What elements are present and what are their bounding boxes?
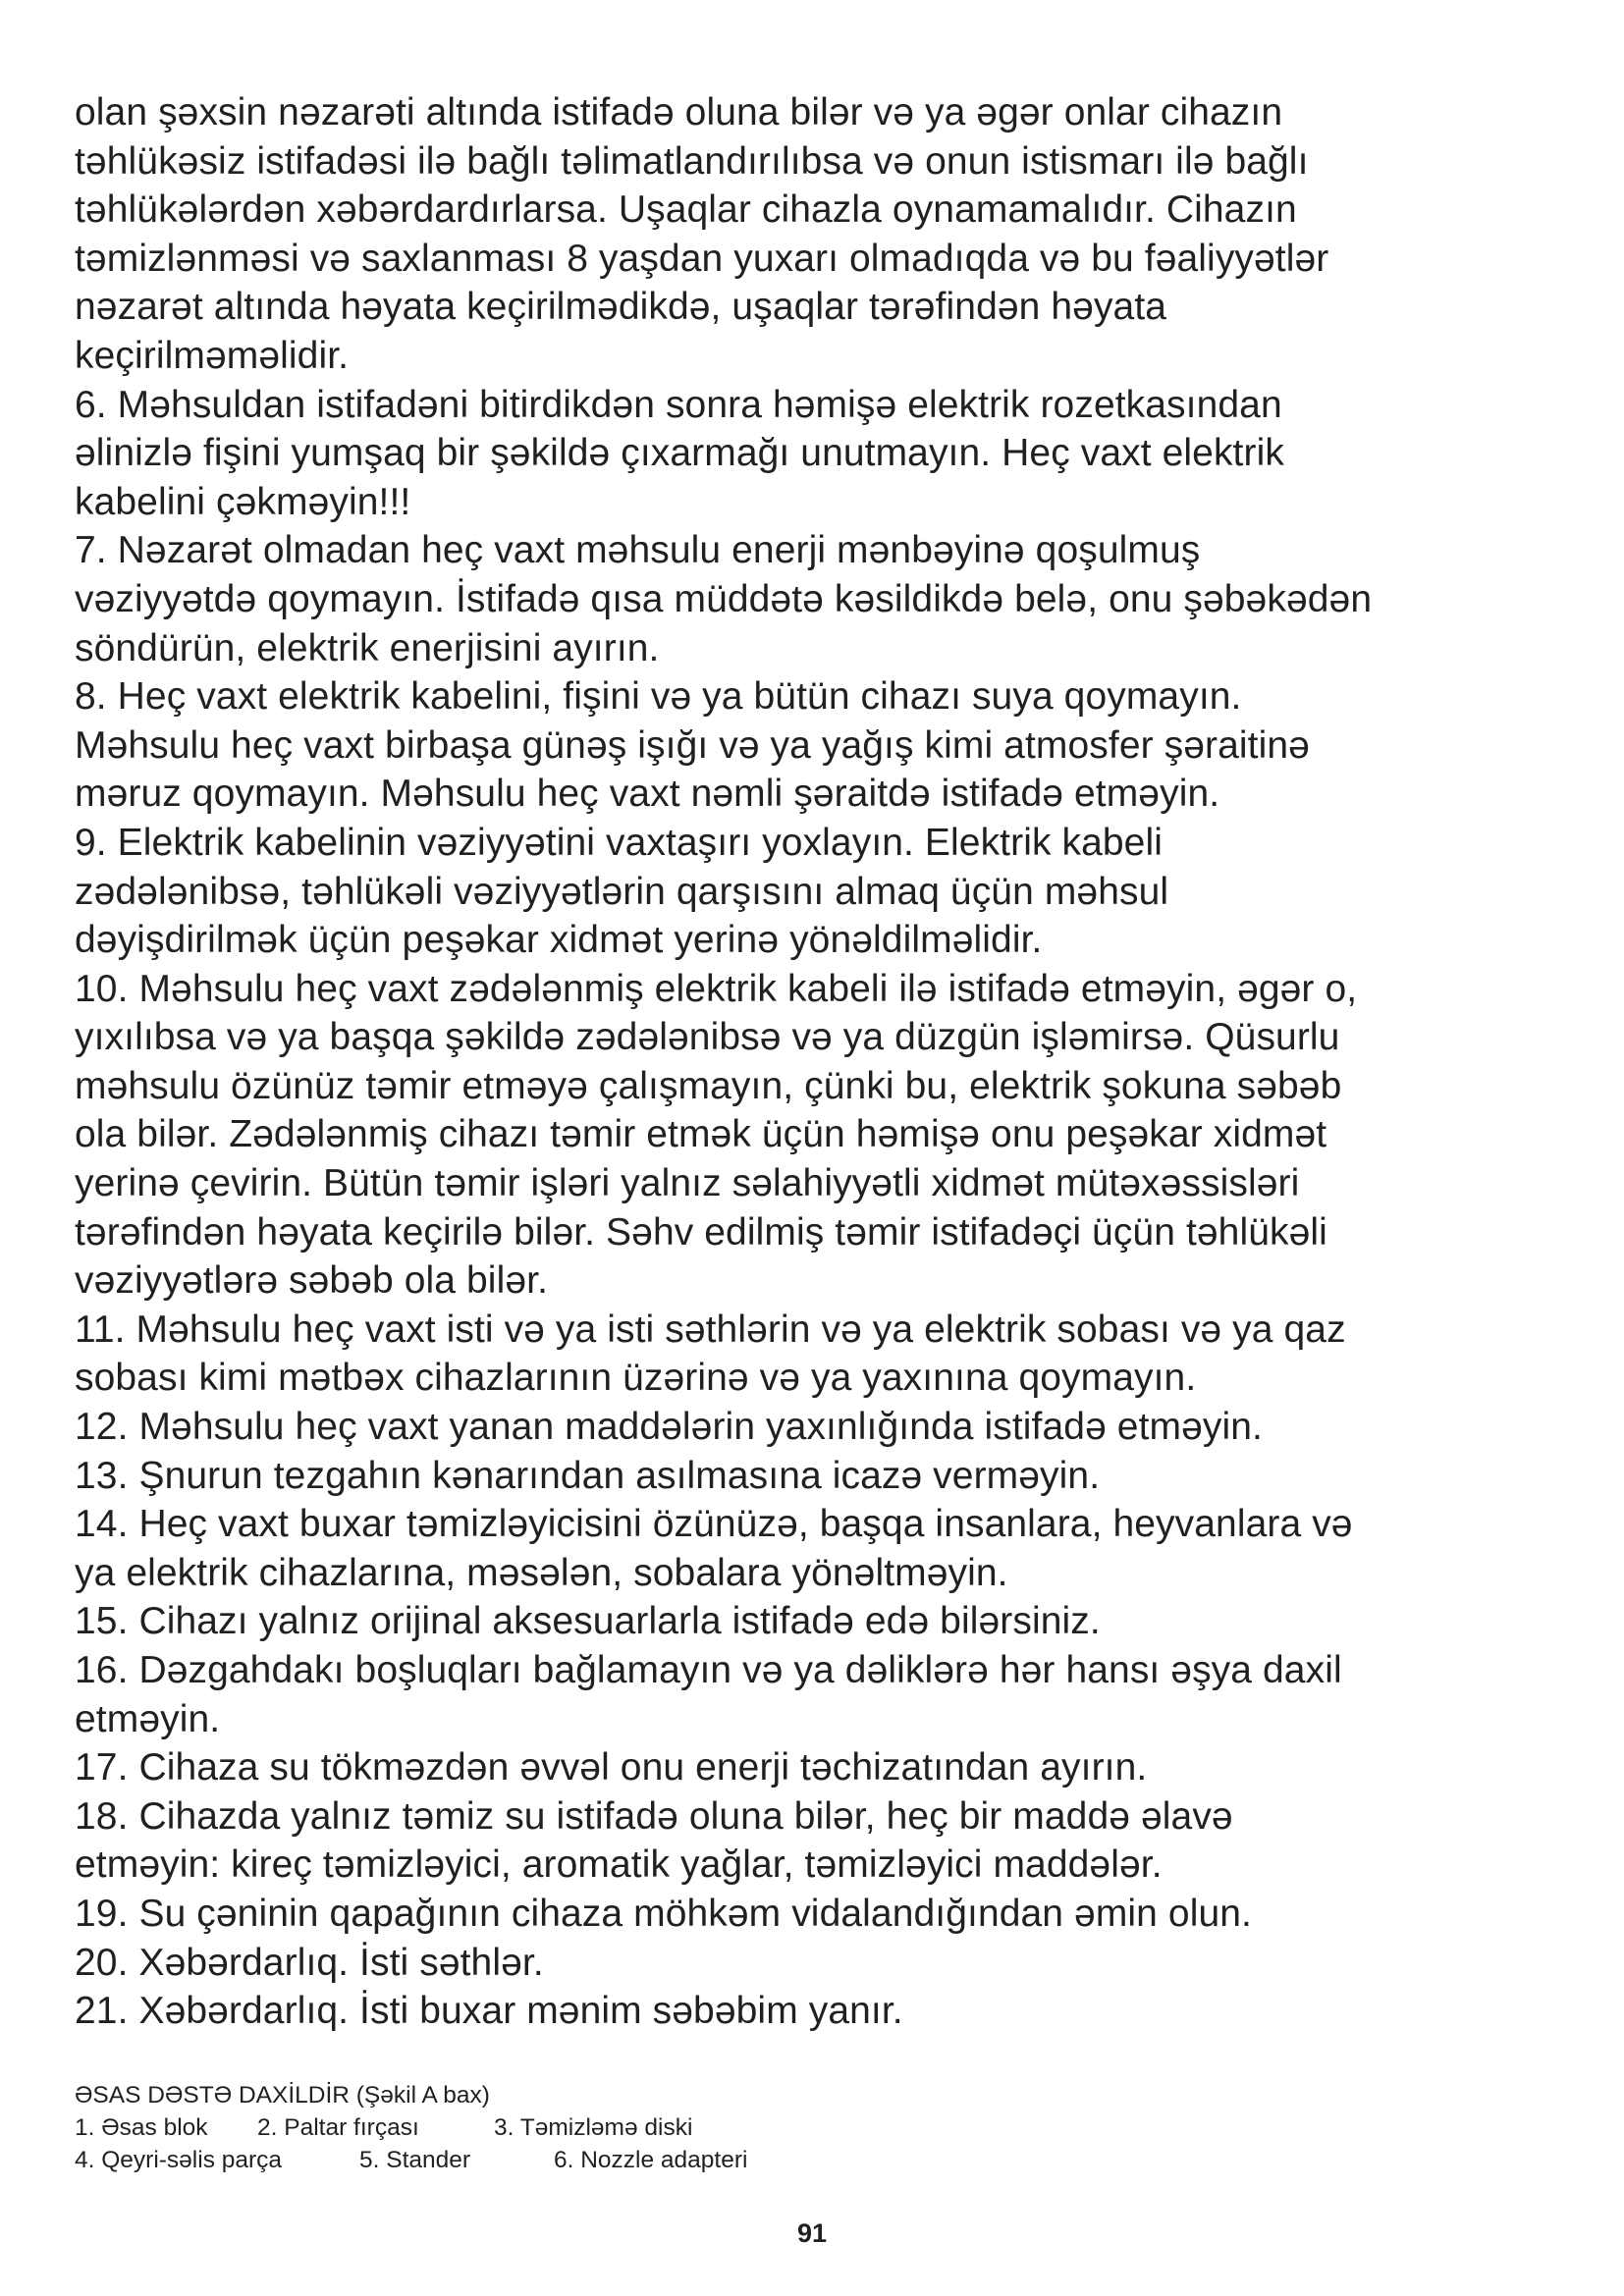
package-contents-heading: ƏSAS DƏSTƏ DAXİLDİR (Şəkil A bax) [75, 2082, 490, 2109]
instruction-item [75, 1792, 1567, 1890]
contents-item: 4. Qeyri-səlis parça [75, 2147, 283, 2173]
instruction-line: 18. Cihazda yalnız təmiz su istifadə oluna bilər, heç bir maddə əlavə [75, 1794, 1233, 1838]
instruction-item [75, 1743, 1567, 1792]
instruction-line: 12. Məhsulu heç vaxt yanan maddələrin yaxınlığında istifadə etməyin. [75, 1406, 1263, 1449]
intro-paragraph [75, 88, 1567, 381]
instruction-line: ya elektrik cihazlarına, məsələn, sobalara yönəltməyin. [75, 1551, 1008, 1594]
instruction-line: 7. Nəzarət olmadan heç vaxt məhsulu enerji mənbəyinə qoşulmuş [75, 529, 1201, 572]
instruction-line: məruz qoymayın. Məhsulu heç vaxt nəmli şəraitdə istifadə etməyin. [75, 773, 1220, 816]
instruction-item [75, 965, 1567, 1306]
instruction-item [75, 1500, 1567, 1597]
contents-item: 5. Stander [359, 2147, 471, 2173]
instruction-item [75, 1403, 1567, 1452]
instruction-line: 20. Xəbərdarlıq. İsti səthlər. [75, 1941, 544, 1984]
instruction-item [75, 1939, 1567, 1988]
intro-line: təhlükəsiz istifadəsi ilə bağlı təlimatlandırılıbsa və onun istismarı ilə bağlı [75, 139, 1309, 183]
instruction-item [75, 381, 1567, 527]
package-contents [75, 2079, 1449, 2176]
page-number: 91 [796, 2218, 828, 2248]
safety-instructions [75, 88, 1567, 2036]
instruction-line: 8. Heç vaxt elektrik kabelini, fişini və ya bütün cihazı suya qoymayın. [75, 675, 1242, 719]
instruction-line: yıxılıbsa və ya başqa şəkildə zədələnibsə və ya düzgün işləmirsə. Qüsurlu [75, 1016, 1340, 1059]
intro-line: olan şəxsin nəzarəti altında istifadə oluna bilər və ya əgər onlar cihazın [75, 91, 1283, 133]
instruction-line: 9. Elektrik kabelinin vəziyyətini vaxtaşırı yoxlayın. Elektrik kabeli [75, 821, 1164, 864]
instruction-item [75, 672, 1567, 819]
instruction-line: 13. Şnurun tezgahın kənarından asılmasına icazə verməyin. [75, 1454, 1101, 1497]
instruction-line: 17. Cihaza su tökməzdən əvvəl onu enerji təchizatından ayırın. [75, 1746, 1148, 1789]
contents-item: 1. Əsas blok [75, 2114, 208, 2141]
instruction-item [75, 1890, 1567, 1939]
instruction-item [75, 1646, 1567, 1743]
instruction-line: 14. Heç vaxt buxar təmizləyicisini özünüzə, başqa insanlara, heyvanlara və [75, 1503, 1353, 1546]
contents-item: 6. Nozzle adapteri [554, 2147, 748, 2173]
instruction-line: 16. Dəzgahdakı boşluqları bağlamayın və ya dəliklərə hər hansı əşya daxil [75, 1649, 1342, 1691]
instruction-line: əlinizlə fişini yumşaq bir şəkildə çıxarmağı unutmayın. Heç vaxt elektrik [75, 432, 1284, 475]
instruction-item [75, 1987, 1567, 2036]
instruction-line: sobası kimi mətbəx cihazlarının üzərinə və ya yaxınına qoymayın. [75, 1357, 1197, 1400]
instruction-line: 15. Cihazı yalnız orijinal aksesuarlarla istifadə edə bilərsiniz. [75, 1600, 1101, 1643]
instruction-item [75, 1597, 1567, 1646]
instruction-line: məhsulu özünüz təmir etməyə çalışmayın, çünki bu, elektrik şokuna səbəb [75, 1064, 1342, 1107]
instruction-line: söndürün, elektrik enerjisini ayırın. [75, 626, 660, 669]
package-contents-row [75, 2111, 1449, 2144]
instruction-line: 19. Su çəninin qapağının cihaza möhkəm vidalandığından əmin olun. [75, 1892, 1252, 1935]
instruction-item [75, 1306, 1567, 1403]
instruction-line: ola bilər. Zədələnmiş cihazı təmir etmək üçün həmişə onu peşəkar xidmət [75, 1113, 1327, 1156]
intro-line: keçirilməməlidir. [75, 334, 350, 377]
instruction-line: yerinə çevirin. Bütün təmir işləri yalnız səlahiyyətli xidmət mütəxəssisləri [75, 1162, 1300, 1205]
instruction-item [75, 1452, 1567, 1501]
instruction-line: vəziyyətdə qoymayın. İstifadə qısa müddətə kəsildikdə belə, onu şəbəkədən [75, 577, 1373, 620]
instruction-line: kabelini çəkməyin!!! [75, 480, 411, 523]
intro-line: təhlükələrdən xəbərdardırlarsa. Uşaqlar cihazla oynamamalıdır. Cihazın [75, 188, 1297, 232]
instruction-line: etməyin. [75, 1697, 221, 1740]
instruction-line: etməyin: kireç təmizləyici, aromatik yağlar, təmizləyici maddələr. [75, 1843, 1163, 1887]
contents-item: 3. Təmizləmə diski [494, 2114, 693, 2141]
instruction-item [75, 819, 1567, 965]
instruction-line: zədələnibsə, təhlükəli vəziyyətlərin qarşısını almaq üçün məhsul [75, 870, 1169, 913]
instruction-item [75, 526, 1567, 672]
instruction-line: 10. Məhsulu heç vaxt zədələnmiş elektrik kabeli ilə istifadə etməyin, əgər o, [75, 967, 1358, 1010]
instruction-list [75, 381, 1567, 2036]
instruction-line: 21. Xəbərdarlıq. İsti buxar mənim səbəbim yanır. [75, 1990, 903, 2033]
intro-line: təmizlənməsi və saxlanması 8 yaşdan yuxarı olmadıqda və bu fəaliyyətlər [75, 237, 1329, 280]
instruction-line: dəyişdirilmək üçün peşəkar xidmət yerinə yönəldilməlidir. [75, 919, 1043, 962]
package-contents-row [75, 2144, 1449, 2176]
instruction-line: 6. Məhsuldan istifadəni bitirdikdən sonra həmişə elektrik rozetkasından [75, 383, 1282, 426]
instruction-line: tərəfindən həyata keçirilə bilər. Səhv edilmiş təmir istifadəçi üçün təhlükəli [75, 1210, 1327, 1254]
intro-line: nəzarət altında həyata keçirilmədikdə, uşaqlar tərəfindən həyata [75, 286, 1167, 329]
instruction-line: Məhsulu heç vaxt birbaşa günəş işığı və ya yağış kimi atmosfer şəraitinə [75, 723, 1310, 767]
instruction-line: vəziyyətlərə səbəb ola bilər. [75, 1259, 549, 1303]
instruction-line: 11. Məhsulu heç vaxt isti və ya isti səthlərin və ya elektrik sobası və ya qaz [75, 1308, 1346, 1351]
contents-item: 2. Paltar fırçası [257, 2114, 419, 2141]
